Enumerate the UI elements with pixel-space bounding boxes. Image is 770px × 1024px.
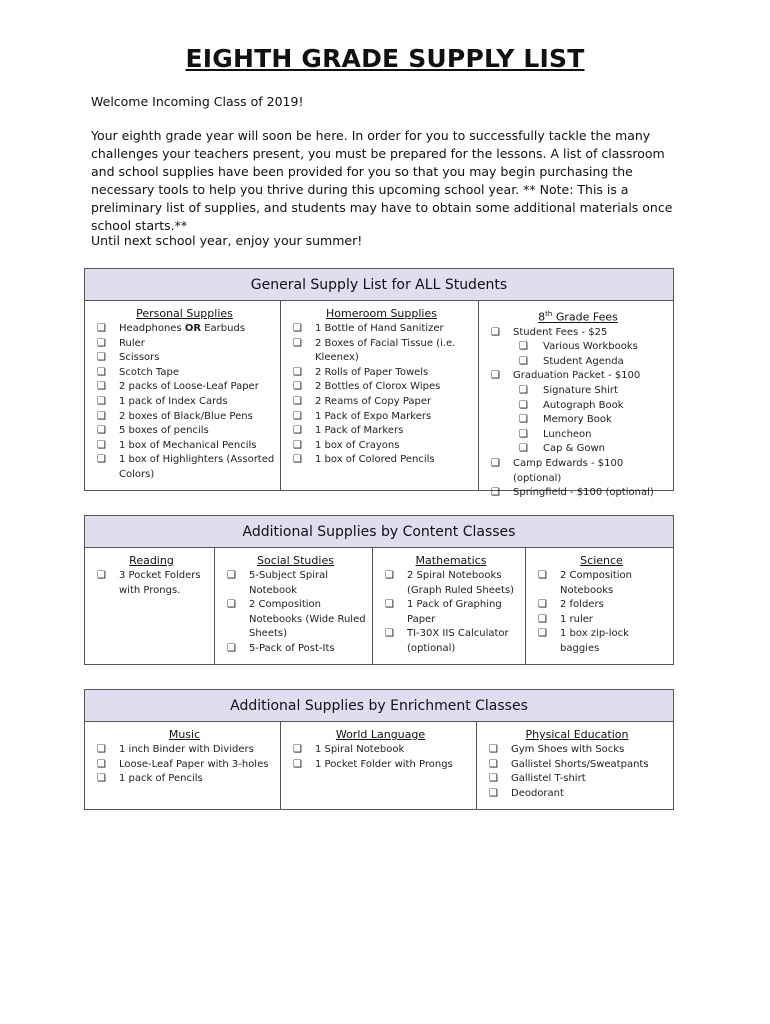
general-supply-heading: General Supply List for ALL Students <box>85 269 673 301</box>
content-classes-heading: Additional Supplies by Content Classes <box>85 516 673 548</box>
list-item: ❑ 1 pack of Index Cards <box>93 395 276 410</box>
list-item: ❑ 5-Subject Spiral Notebook <box>223 569 368 598</box>
list-item: ❑ 2 Composition Notebooks (Wide Ruled Sheets) <box>223 598 368 642</box>
science-column <box>526 548 673 664</box>
list-item: ❑ 1 pack of Pencils <box>93 772 276 787</box>
list-item: ❑ TI-30X IIS Calculator (optional) <box>381 627 521 656</box>
list-item: ❑ 1 Pack of Graphing Paper <box>381 598 521 627</box>
list-item: ❑ 2 packs of Loose-Leaf Paper <box>93 380 276 395</box>
reading-column <box>85 548 215 664</box>
closing-text: Until next school year, enjoy your summer! <box>91 233 363 248</box>
list-item: ❑ Deodorant <box>485 787 669 802</box>
list-item: ❑ Camp Edwards - $100 (optional) <box>487 457 669 486</box>
list-item: ❑ Graduation Packet - $100 <box>487 369 669 384</box>
list-item: ❑ Memory Book <box>509 413 669 428</box>
music-column <box>85 722 281 809</box>
list-item: ❑ 1 box of Crayons <box>289 439 474 454</box>
list-item: ❑ 1 Spiral Notebook <box>289 743 472 758</box>
list-item: ❑ Gallistel Shorts/Sweatpants <box>485 758 669 773</box>
world-language-column <box>281 722 477 809</box>
list-item: ❑ 2 Reams of Copy Paper <box>289 395 474 410</box>
list-item: ❑ 1 Bottle of Hand Sanitizer <box>289 322 474 337</box>
mathematics-list <box>381 569 521 657</box>
page-title: EIGHTH GRADE SUPPLY LIST <box>185 44 585 73</box>
list-item: ❑ 1 box of Highlighters (Assorted Colors) <box>93 453 276 482</box>
reading-title: Reading <box>129 554 174 567</box>
list-item: ❑ 2 boxes of Black/Blue Pens <box>93 410 276 425</box>
welcome-text: Welcome Incoming Class of 2019! <box>91 94 304 109</box>
content-classes-box <box>84 515 674 665</box>
physical-education-list <box>485 743 669 801</box>
science-list <box>534 569 669 657</box>
music-list <box>93 743 276 787</box>
personal-supplies-list <box>93 322 276 483</box>
list-item: ❑ 1 inch Binder with Dividers <box>93 743 276 758</box>
list-item: ❑ 2 Spiral Notebooks (Graph Ruled Sheets) <box>381 569 521 598</box>
list-item: ❑ 2 Composition Notebooks <box>534 569 669 598</box>
list-item: ❑ Gym Shoes with Socks <box>485 743 669 758</box>
homeroom-supplies-title: Homeroom Supplies <box>326 307 437 320</box>
list-item: ❑ 2 Boxes of Facial Tissue (i.e. Kleenex) <box>289 337 474 366</box>
general-supply-box <box>84 268 674 499</box>
intro-paragraph: Your eighth grade year will soon be here. In order for you to successfully tackle the many challenges your teachers present, you must be prepared for the lessons. A list of classroom and school supplies have been provided for you so that you may begin purchasing the necessary tools to help you thrive during this upcoming school year. ** Note: This is a preliminary list of supplies, and students may have to obtain some additional materials once school starts.** <box>91 128 673 233</box>
physical-education-title: Physical Education <box>525 728 629 741</box>
list-item: ❑ Ruler <box>93 337 276 352</box>
list-item: ❑ Student Fees - $25 <box>487 326 669 341</box>
list-item: ❑ 1 Pack of Expo Markers <box>289 410 474 425</box>
list-item: ❑ 5 boxes of pencils <box>93 424 276 439</box>
list-item: ❑ 3 Pocket Folders with Prongs. <box>93 569 210 598</box>
grade-fees-column <box>479 301 673 499</box>
list-item: ❑ Springfield - $100 (optional) <box>487 486 669 501</box>
enrichment-classes-heading: Additional Supplies by Enrichment Classes <box>85 690 673 722</box>
list-item: ❑ 1 box zip-lock baggies <box>534 627 669 656</box>
list-item: ❑ Various Workbooks <box>509 340 669 355</box>
list-item: ❑ 2 folders <box>534 598 669 613</box>
personal-supplies-column <box>85 301 281 490</box>
list-item: ❑ 1 Pack of Markers <box>289 424 474 439</box>
list-item: ❑ 1 Pocket Folder with Prongs <box>289 758 472 773</box>
social-studies-column <box>215 548 373 664</box>
music-title: Music <box>168 728 201 741</box>
mathematics-column <box>373 548 526 664</box>
list-item: ❑ Autograph Book <box>509 399 669 414</box>
science-title: Science <box>580 554 623 567</box>
personal-supplies-title: Personal Supplies <box>136 307 233 320</box>
list-item: ❑ 1 box of Colored Pencils <box>289 453 474 468</box>
list-item: ❑ Student Agenda <box>509 355 669 370</box>
reading-list <box>93 569 210 598</box>
list-item: ❑ 1 ruler <box>534 613 669 628</box>
enrichment-classes-box <box>84 689 674 810</box>
list-item: ❑ Luncheon <box>509 428 669 443</box>
grade-fees-list <box>487 326 669 501</box>
list-item: ❑ Headphones OR Earbuds <box>93 322 276 337</box>
homeroom-supplies-column <box>281 301 479 490</box>
list-item: ❑ Loose-Leaf Paper with 3-holes <box>93 758 276 773</box>
list-item: ❑ Scissors <box>93 351 276 366</box>
list-item: ❑ 5-Pack of Post-Its <box>223 642 368 657</box>
list-item: ❑ 2 Bottles of Clorox Wipes <box>289 380 474 395</box>
list-item: ❑ 1 box of Mechanical Pencils <box>93 439 276 454</box>
social-studies-list <box>223 569 368 657</box>
physical-education-column <box>477 722 673 809</box>
list-item: ❑ Gallistel T-shirt <box>485 772 669 787</box>
grade-fees-title: 8th Grade Fees <box>538 310 618 324</box>
mathematics-title: Mathematics <box>415 554 487 567</box>
list-item: ❑ 2 Rolls of Paper Towels <box>289 366 474 381</box>
world-language-title: World Language <box>335 728 426 741</box>
social-studies-title: Social Studies <box>257 554 334 567</box>
world-language-list <box>289 743 472 772</box>
list-item: ❑ Signature Shirt <box>509 384 669 399</box>
homeroom-supplies-list <box>289 322 474 468</box>
list-item: ❑ Scotch Tape <box>93 366 276 381</box>
list-item: ❑ Cap & Gown <box>509 442 669 457</box>
